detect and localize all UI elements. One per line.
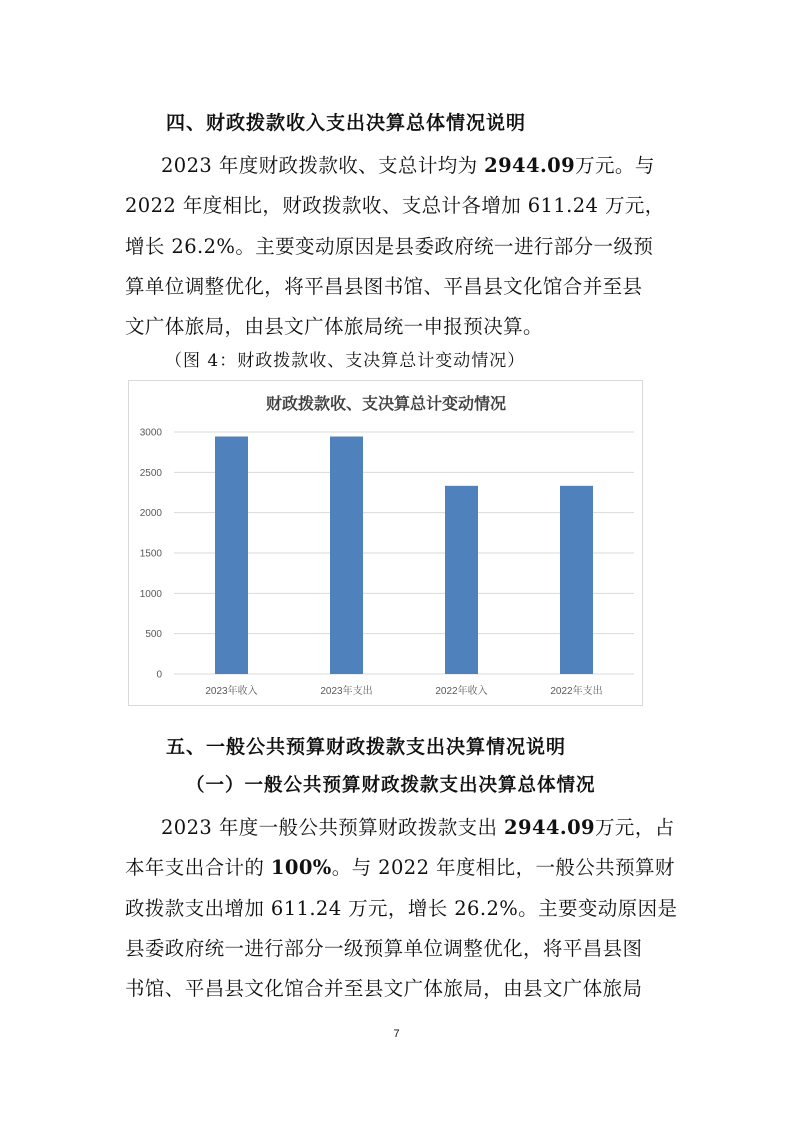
x-tick-label: 2022年支出: [550, 686, 603, 697]
page-number: 7: [393, 1028, 400, 1040]
x-tick-label: 2023年支出: [320, 686, 373, 697]
chart-title: 财政拨款收、支决算总计变动情况: [265, 394, 507, 413]
y-tick-label: 3000: [139, 427, 162, 439]
bar: [330, 437, 363, 674]
y-tick-label: 2000: [139, 508, 162, 520]
y-tick-label: 1000: [139, 588, 162, 600]
section-4-paragraph-line: 算单位调整优化，将平昌县图书馆、平昌县文化馆合并至县: [125, 275, 643, 298]
section-4-paragraph-line: 增长 26.2%。主要变动原因是县委政府统一进行部分一级预: [125, 235, 654, 258]
bar: [445, 486, 478, 674]
section-5-heading: 五、一般公共预算财政拨款支出决算情况说明: [166, 736, 567, 758]
section-5-paragraph-line: 县委政府统一进行部分一级预算单位调整优化，将平昌县图: [125, 937, 643, 960]
figure-caption: （图 4：财政拨款收、支决算总计变动情况）: [165, 351, 526, 371]
bar-chart: [128, 380, 643, 706]
bar: [215, 437, 248, 674]
bar: [560, 486, 593, 674]
y-tick-label: 2500: [139, 467, 162, 479]
y-tick-label: 0: [156, 669, 162, 681]
section-4-paragraph-line: 文广体旅局，由县文广体旅局统一申报预决算。: [125, 315, 543, 338]
section-5-paragraph-line: 书馆、平昌县文化馆合并至县文广体旅局，由县文广体旅局: [125, 977, 643, 1000]
section-5-paragraph-line: 本年支出合计的 100%。与 2022 年度相比，一般公共预算财: [125, 856, 675, 879]
section-5-subheading: （一）一般公共预算财政拨款支出决算总体情况: [186, 775, 596, 796]
y-tick-label: 1500: [139, 548, 162, 560]
section-4-paragraph-line: 2023 年度财政拨款收、支总计均为 2944.09万元。与: [161, 154, 655, 177]
section-4-paragraph-line: 2022 年度相比，财政拨款收、支总计各增加 611.24 万元，: [125, 194, 665, 217]
section-5-paragraph-line: 2023 年度一般公共预算财政拨款支出 2944.09万元，占: [161, 816, 675, 839]
x-tick-label: 2022年收入: [435, 686, 488, 697]
x-tick-label: 2023年收入: [205, 686, 258, 697]
y-tick-label: 500: [145, 629, 162, 641]
section-5-paragraph-line: 政拨款支出增加 611.24 万元，增长 26.2%。主要变动原因是: [125, 897, 678, 920]
section-4-heading: 四、财政拨款收入支出决算总体情况说明: [166, 112, 527, 134]
bar-chart-svg: [129, 381, 644, 707]
